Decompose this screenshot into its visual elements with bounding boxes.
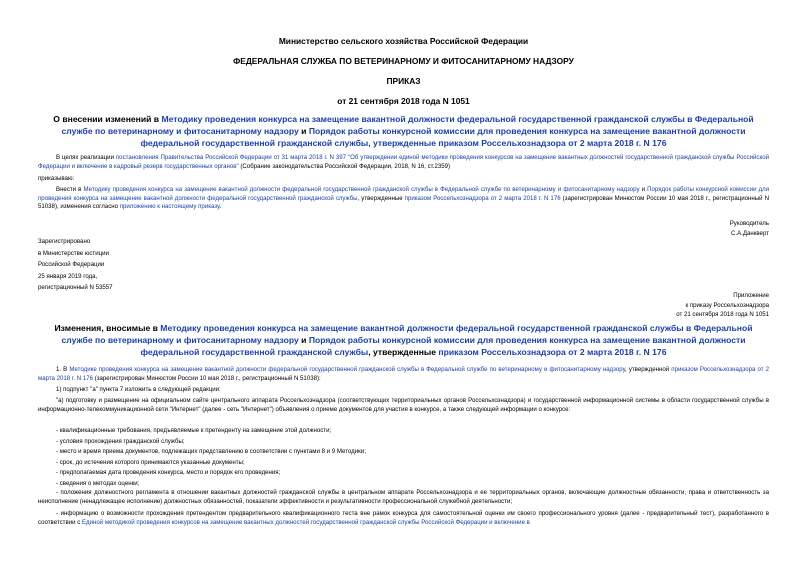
signature-block bbox=[730, 219, 769, 238]
title-text: О внесении изменений в bbox=[53, 114, 162, 124]
item-link-methodology[interactable]: Методику проведения конкурса на замещение вакантной должности федеральной государственной гражданской службы в Федеральной службе по ветеринарному и фитосанитарному надзору bbox=[83, 186, 640, 193]
title-link-methodology[interactable]: Методику проведения конкурса на замещение вакантной должности федеральной государственной гражданской службы в Федеральной службе по ветеринарному и фитосанитарному надзору bbox=[61, 114, 754, 136]
body-text: - информацию о возможности прохождения претендентом предварительного квалификационного теста вне рамок конкурса для самостоятельной оценки им своего профессионального уровня (далее - предварительный тест), разработанного в соответствии с bbox=[38, 510, 769, 526]
changes-title-link-methodology[interactable]: Методику проведения конкурса на замещение вакантной должности федеральной государственной гражданской службы в Федеральной службе по ветеринарному и фитосанитарному надзору bbox=[61, 323, 753, 345]
changes-title-link-order-176[interactable]: приказом Россельхознадзора от 2 марта 2018 г. N 176 bbox=[438, 347, 667, 357]
change-text-a: "а) подготовку и размещение на официальном сайте центрального аппарата Россельхознадзора (соответствующих территориальных органов Россельхознадзора) и государственной информационной системы в области государственной службы в информационно-телекоммуникационной сети "Интернет" (далее - сеть "Интернет") объявления о приеме документов для участия в конкурсе, а также следующей информации о конкурсе: bbox=[38, 397, 769, 413]
change-subitem-1: 1) подпункт "а" пункта 7 изложить в следующей редакции: bbox=[56, 386, 221, 393]
registration-line: регистрационный N 53557 bbox=[38, 284, 113, 291]
changes-title-link-procedure[interactable]: Порядок работы конкурсной комиссии для проведения конкурса на замещение вакантной должности федеральной государственной гражданской службы bbox=[140, 335, 746, 357]
order-date-number: от 21 сентября 2018 года N 1051 bbox=[337, 96, 470, 106]
title-link-procedure[interactable]: Порядок работы конкурсной комиссии для проведения конкурса на замещение вакантной должности федеральной государственной гражданской службы, утвержденные приказом Россельхознадзора от 2 марта 2018 г. N 176 bbox=[140, 126, 746, 148]
item-link-order-176[interactable]: приказом Россельхознадзора от 2 марта 2018 г. N 176 bbox=[404, 194, 561, 202]
preamble-text: В целях реализации bbox=[56, 154, 116, 161]
item-text: и bbox=[639, 186, 648, 193]
item-text: Внести в bbox=[56, 186, 84, 193]
appendix-block bbox=[676, 291, 769, 320]
appendix-line: от 21 сентября 2018 года N 1051 bbox=[676, 311, 769, 319]
item-link-appendix[interactable]: приложению к настоящему приказу bbox=[119, 203, 220, 211]
registration-line: Российской Федерации bbox=[38, 261, 105, 268]
item-link-procedure[interactable]: Порядок работы конкурсной комиссии для проведения конкурса на замещение вакантной должности федеральной государственной гражданской службы bbox=[38, 186, 770, 202]
registration-line: в Министерстве юстиции bbox=[38, 249, 109, 257]
order-item-paragraph bbox=[38, 186, 769, 212]
item-text: , утвержденные bbox=[357, 194, 405, 202]
change-text-pretest bbox=[38, 510, 769, 527]
list-item: - предполагаемая дата проведения конкурса, место и порядок его проведения; bbox=[56, 469, 281, 477]
changes-title bbox=[40, 322, 767, 358]
item-text: . bbox=[219, 203, 222, 211]
list-item: - сведения о методах оценки; bbox=[56, 479, 140, 487]
signature-role: Руководитель bbox=[729, 220, 769, 227]
changes-title-text: , утвержденные bbox=[368, 347, 439, 357]
service-name: ФЕДЕРАЛЬНАЯ СЛУЖБА ПО ВЕТЕРИНАРНОМУ И ФИТОСАНИТАРНОМУ НАДЗОРУ bbox=[233, 56, 574, 66]
body-link-unified-methodology[interactable]: Единой методикой проведения конкурсов на замещение вакантных должностей государственной гражданской службы Российской Федерации и включение в bbox=[81, 518, 530, 526]
registration-block bbox=[38, 236, 113, 294]
list-item: - квалификационные требования, предъявляемые к претенденту на замещение этой должности; bbox=[56, 427, 332, 434]
body-text: 1. В bbox=[56, 366, 70, 373]
preamble-text: (Собрание законодательства Российской Федерации, 2018, N 16, ст.2359) bbox=[238, 162, 451, 170]
registration-line: Зарегистрировано bbox=[38, 238, 91, 245]
changes-title-text: и bbox=[298, 335, 309, 345]
body-text: (зарегистрирован Минюстом России 10 мая 2018 г., регистрационный N 51038): bbox=[93, 374, 321, 382]
item-text: (зарегистрирован Минюстом России 10 мая 2018 г., регистрационный N 51038), изменения согласно bbox=[38, 194, 769, 211]
ministry-name: Министерство сельского хозяйства Российской Федерации bbox=[278, 36, 529, 46]
list-item: - срок, до истечения которого принимаются указанные документы; bbox=[56, 458, 245, 466]
change-item-1 bbox=[38, 366, 769, 383]
doc-type: ПРИКАЗ bbox=[386, 76, 421, 86]
change-text-regulation: - положения должностного регламента в отношении вакантных должностей гражданской службы в центральном аппарате Россельхознадзора и ее территориальных органов, включающие должностные обязанности, права и ответственность за неисполнение (ненадлежащее исполнение) должностных обязанностей, показатели эффективности и результативности профессиональной служебной деятельности; bbox=[38, 489, 769, 505]
preamble-link-resolution[interactable]: постановления Правительства Российской Федерации от 31 марта 2018 г. N 397 "Об утверждении единой методики проведения конкурсов на замещение вакантных должностей государственной гражданской службы Российской Федерации и включение в кадровый резерв государственных органов" bbox=[38, 154, 769, 170]
registration-line: 25 января 2019 года, bbox=[38, 272, 98, 280]
preamble-paragraph bbox=[38, 154, 769, 171]
document-title bbox=[40, 113, 767, 149]
list-item: - место и время приема документов, подлежащих представлению в соответствии с пунктами 8 и 9 Методики; bbox=[56, 448, 366, 456]
changes-title-text: Изменения, вносимые в bbox=[54, 323, 161, 333]
signature-name: С.А.Данкверт bbox=[730, 229, 769, 237]
body-link-methodology[interactable]: Методике проведения конкурса на замещение вакантной должности федеральной государственной гражданской службы в Федеральной службе по ветеринарному и фитосанитарному надзору bbox=[69, 366, 626, 373]
list-item: - условия прохождения гражданской службы; bbox=[56, 437, 185, 445]
appendix-line: Приложение bbox=[733, 292, 769, 299]
appendix-line: к приказу Россельхознадзора bbox=[685, 301, 769, 309]
body-link-order-176[interactable]: приказом Россельхознадзора от 2 марта 2018 г. N 176 bbox=[38, 366, 769, 382]
title-text: и bbox=[298, 126, 309, 136]
bullet-list bbox=[38, 427, 769, 489]
order-word: приказываю: bbox=[38, 175, 75, 182]
body-text: , утвержденной bbox=[625, 366, 672, 373]
